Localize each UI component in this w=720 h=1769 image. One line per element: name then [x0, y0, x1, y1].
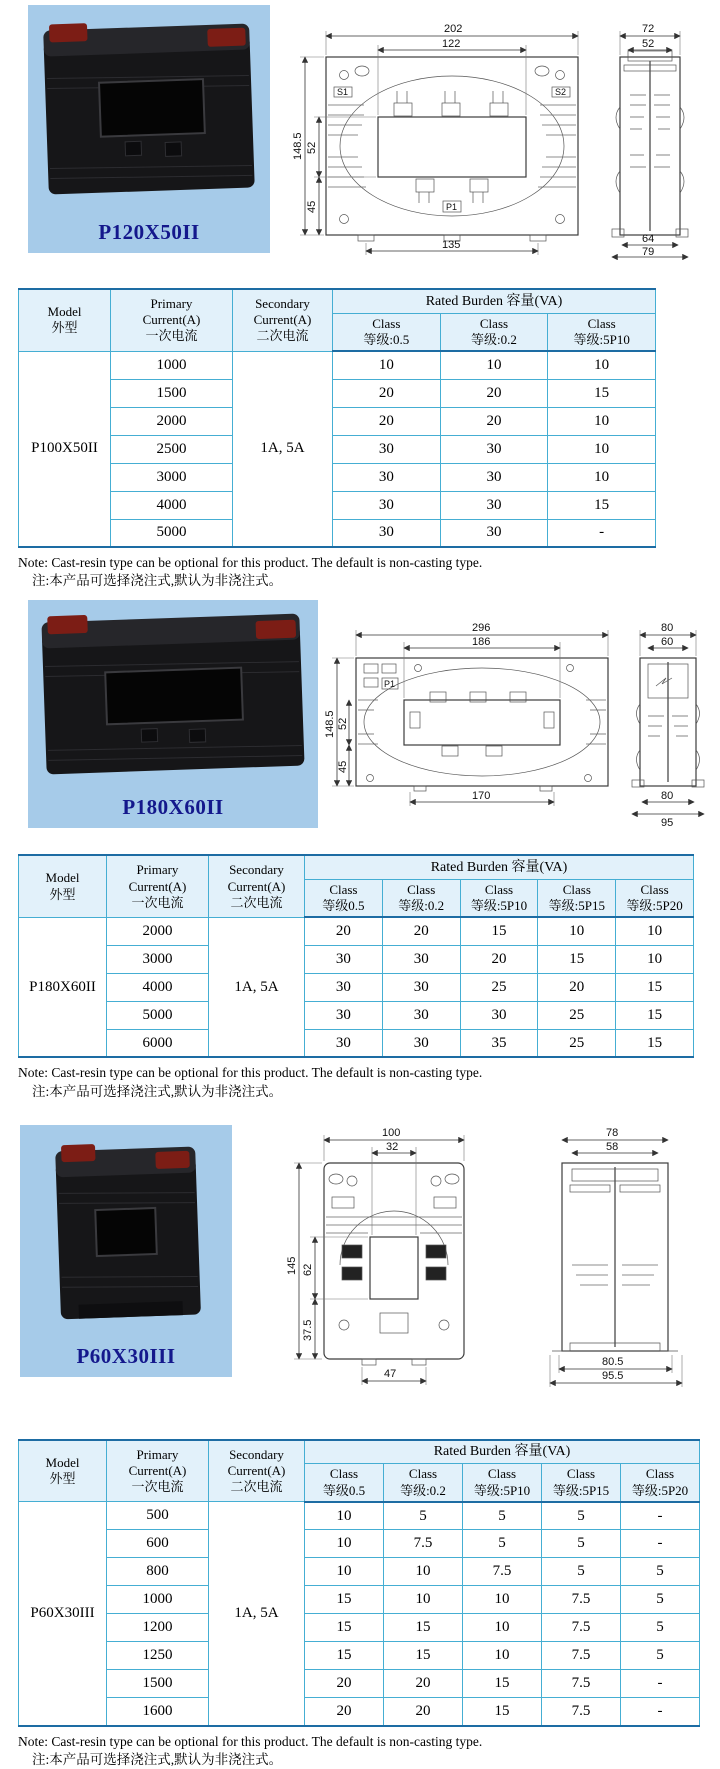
header-line: 二次电流 [256, 328, 309, 344]
header-line: Current(A) [227, 878, 286, 894]
table-row [19, 945, 694, 973]
terminal-label-p1: P1 [384, 679, 396, 690]
burden-value: 20 [440, 379, 548, 407]
burden-value: 30 [460, 1001, 538, 1029]
class-column-header [382, 879, 460, 917]
burden-value: 10 [538, 917, 616, 945]
note-chinese: 注:本产品可选择浇注式,默认为非浇注式。 [32, 1083, 283, 1099]
dim-58: 58 [606, 1140, 619, 1153]
primary-current-value: 3000 [111, 463, 233, 491]
header-line: Primary [136, 862, 179, 878]
table-row [19, 379, 656, 407]
burden-value: 5 [621, 1558, 700, 1586]
class-column-header [305, 879, 383, 917]
dimension-drawing-p60x30iii [232, 1115, 716, 1415]
front-view [324, 622, 608, 806]
burden-value: 20 [333, 407, 441, 435]
header-line: 等级:5P20 [626, 898, 683, 914]
burden-value: - [548, 519, 656, 547]
header-line: 等级:0.2 [400, 1482, 446, 1498]
dim-64: 64 [642, 233, 655, 245]
header-line: Class [372, 315, 401, 331]
dim-202: 202 [444, 23, 463, 35]
dim-62: 62 [302, 1263, 314, 1276]
burden-value: 25 [460, 973, 538, 1001]
product-photo-p120x50ii [28, 5, 270, 215]
header-line: Class [587, 315, 616, 331]
burden-value: 30 [333, 491, 441, 519]
burden-value: 7.5 [542, 1670, 621, 1698]
primary-current-value: 4000 [107, 973, 209, 1001]
burden-value: 10 [305, 1558, 384, 1586]
rated-burden-header: Rated Burden 容量(VA) [305, 855, 694, 879]
model-column-header [19, 1440, 107, 1502]
burden-value: 10 [548, 351, 656, 379]
burden-value: 10 [548, 435, 656, 463]
burden-value: 7.5 [542, 1642, 621, 1670]
header-line: 等级:5P10 [473, 1482, 531, 1498]
section-p120x50ii [0, 5, 720, 260]
header-line: 外型 [49, 1471, 76, 1487]
primary-current-value: 1500 [107, 1670, 209, 1698]
class-column-header [463, 1464, 542, 1502]
table-row [19, 1670, 700, 1698]
burden-value: 20 [333, 379, 441, 407]
dim-80-bottom: 80 [661, 790, 674, 803]
dim-80-5: 80.5 [602, 1355, 624, 1368]
primary-current-value: 6000 [107, 1029, 209, 1057]
burden-value: 20 [384, 1698, 463, 1726]
dim-45: 45 [306, 200, 318, 213]
product-title-p180x60ii: P180X60II [122, 795, 224, 820]
burden-value: 30 [305, 1029, 383, 1057]
header-line: 一次电流 [131, 1479, 184, 1495]
header-line: Model [45, 870, 80, 886]
red-cap-left [49, 23, 88, 42]
section-p180x60ii [0, 600, 720, 832]
table-row [19, 1502, 700, 1530]
dim-78: 78 [606, 1126, 619, 1139]
header-line: Class [407, 881, 436, 897]
header-line: Class [329, 1466, 359, 1482]
header-line: Class [484, 881, 514, 897]
burden-value: 5 [463, 1530, 542, 1558]
side-view [612, 23, 688, 258]
section-p60x30iii [0, 1109, 720, 1415]
dimension-drawing-p180x60ii [318, 600, 716, 832]
dim-37-5: 37.5 [302, 1319, 314, 1341]
product-card-p60x30iii [20, 1125, 232, 1377]
dim-47: 47 [384, 1367, 397, 1380]
core-window [105, 668, 243, 725]
burden-value: 30 [382, 1029, 460, 1057]
primary-current-value: 1500 [111, 379, 233, 407]
burden-value: 15 [463, 1670, 542, 1698]
dim-135: 135 [442, 239, 461, 251]
model-value: P180X60II [19, 917, 107, 1057]
header-line: Class [329, 881, 358, 897]
burden-value: 7.5 [463, 1558, 542, 1586]
header-line: Current(A) [128, 1463, 187, 1478]
burden-value: 20 [440, 407, 548, 435]
burden-value: 20 [538, 973, 616, 1001]
table-row [19, 491, 656, 519]
burden-value: - [621, 1698, 700, 1726]
burden-value: 30 [305, 945, 383, 973]
product-card-p180x60ii [28, 600, 318, 828]
burden-value: 15 [616, 973, 694, 1001]
header-line: 二次电流 [230, 894, 283, 910]
red-cap-right [155, 1151, 190, 1169]
side-view [632, 622, 704, 829]
burden-value: 30 [382, 945, 460, 973]
header-line: Current(A) [253, 312, 312, 328]
secondary-current-value: 1A, 5A [233, 351, 333, 547]
burden-value: 5 [542, 1502, 621, 1530]
burden-value: 30 [440, 519, 548, 547]
primary-current-value: 1000 [107, 1586, 209, 1614]
red-cap-left [47, 615, 88, 634]
primary-current-value: 500 [107, 1502, 209, 1530]
class-column-header [384, 1464, 463, 1502]
class-column-header [333, 313, 441, 351]
dim-145: 145 [286, 1256, 298, 1275]
primary-current-value: 1200 [107, 1614, 209, 1642]
header-line: 等级0.5 [322, 1482, 366, 1498]
header-line: 等级:5P10 [573, 331, 630, 347]
primary-current-value: 3000 [107, 945, 209, 973]
header-line: Current(A) [142, 312, 201, 328]
header-line: Class [479, 315, 509, 331]
header-line: Primary [136, 1446, 179, 1462]
header-line: Secondary [255, 295, 310, 311]
datasheet-page [0, 5, 720, 1768]
header-line: Current(A) [128, 878, 187, 894]
burden-value: 10 [384, 1558, 463, 1586]
table-row [19, 1698, 700, 1726]
terminal-label-s2: S2 [555, 87, 567, 97]
dim-52-side: 52 [642, 38, 655, 50]
primary-current-value: 5000 [107, 1001, 209, 1029]
dim-79: 79 [642, 246, 655, 258]
burden-value: 15 [305, 1586, 384, 1614]
header-line: 二次电流 [230, 1479, 283, 1495]
header-line: Primary [150, 295, 193, 311]
header-line: Current(A) [227, 1463, 286, 1478]
secondary-current-column-header [209, 1440, 305, 1502]
burden-value: 5 [384, 1502, 463, 1530]
primary-current-value: 2000 [111, 407, 233, 435]
header-line: Secondary [229, 1446, 284, 1462]
side-view [550, 1127, 682, 1387]
model-column-header [19, 289, 111, 351]
note-p180x60ii [18, 1064, 720, 1100]
burden-value: - [621, 1502, 700, 1530]
burden-value: 30 [333, 435, 441, 463]
burden-value: 30 [382, 1001, 460, 1029]
header-line: 等级:5P20 [631, 1482, 689, 1498]
product-photo-p180x60ii [28, 600, 318, 788]
spec-table-p60x30iii [18, 1439, 700, 1727]
primary-current-value: 800 [107, 1558, 209, 1586]
class-column-header [542, 1464, 621, 1502]
spec-table-p180x60ii [18, 854, 694, 1058]
class-column-header [538, 879, 616, 917]
class-column-header [621, 1464, 700, 1502]
burden-value: 20 [460, 945, 538, 973]
dim-122: 122 [442, 38, 461, 50]
front-view [292, 23, 578, 255]
header-line: Model [45, 1454, 80, 1470]
burden-value: 10 [463, 1586, 542, 1614]
burden-value: 20 [382, 917, 460, 945]
burden-value: 10 [384, 1586, 463, 1614]
class-column-header [616, 879, 694, 917]
front-view [286, 1127, 464, 1385]
burden-value: 20 [305, 1670, 384, 1698]
dim-80: 80 [661, 622, 674, 635]
product-photo-p60x30iii [20, 1125, 232, 1337]
burden-value: 30 [382, 973, 460, 1001]
burden-value: 10 [616, 917, 694, 945]
header-line: 外型 [51, 320, 78, 336]
header-line: 等级:0.5 [363, 331, 410, 347]
dimension-drawing-p120x50ii [274, 5, 720, 260]
dim-100: 100 [382, 1126, 401, 1139]
burden-value: 35 [460, 1029, 538, 1057]
rated-burden-header: Rated Burden 容量(VA) [333, 289, 656, 313]
note-p60x30iii [18, 1733, 720, 1769]
red-cap-right [207, 28, 246, 47]
header-line: 等级:0.2 [471, 331, 517, 347]
table-row [19, 1614, 700, 1642]
header-line: 外型 [49, 886, 76, 902]
header-line: Class [566, 1466, 596, 1482]
burden-value: 15 [463, 1698, 542, 1726]
primary-current-column-header [107, 855, 209, 917]
burden-value: 5 [463, 1502, 542, 1530]
product-title-p60x30iii: P60X30III [76, 1343, 176, 1368]
burden-value: 30 [333, 463, 441, 491]
burden-value: - [621, 1670, 700, 1698]
note-english: Note: Cast-resin type can be optional for this product. The default is non-casting type. [18, 1065, 483, 1081]
table-row [19, 351, 656, 379]
rated-burden-header: Rated Burden 容量(VA) [305, 1440, 700, 1464]
note-english: Note: Cast-resin type can be optional for this product. The default is non-casting type. [18, 555, 483, 570]
burden-value: 15 [616, 1001, 694, 1029]
dim-95: 95 [661, 817, 674, 830]
burden-value: 15 [538, 945, 616, 973]
burden-value: - [621, 1530, 700, 1558]
dim-52: 52 [337, 718, 349, 731]
terminal-label-s1: S1 [337, 87, 349, 97]
table-row [19, 1642, 700, 1670]
primary-current-value: 5000 [111, 519, 233, 547]
dim-296: 296 [472, 622, 491, 635]
burden-value: 30 [305, 1001, 383, 1029]
header-line: 等级:5P15 [552, 1482, 610, 1498]
burden-value: 10 [305, 1502, 384, 1530]
model-value: P100X50II [19, 351, 111, 547]
class-column-header [548, 313, 656, 351]
table-row [19, 519, 656, 547]
burden-value: 5 [542, 1530, 621, 1558]
primary-current-value: 1250 [107, 1642, 209, 1670]
burden-value: 10 [463, 1614, 542, 1642]
burden-value: 15 [305, 1642, 384, 1670]
product-title-p120x50ii: P120X50II [98, 220, 200, 244]
spec-table-p100x50ii [18, 288, 656, 548]
secondary-current-value: 1A, 5A [209, 1502, 305, 1726]
primary-current-column-header [111, 289, 233, 351]
dim-60: 60 [661, 636, 674, 649]
secondary-current-column-header [233, 289, 333, 351]
burden-value: 20 [384, 1670, 463, 1698]
note-chinese: 注:本产品可选择浇注式,默认为非浇注式。 [32, 1752, 283, 1768]
burden-value: 7.5 [542, 1614, 621, 1642]
burden-value: 15 [616, 1029, 694, 1057]
table-row [19, 1558, 700, 1586]
header-line: 等级:5P15 [548, 898, 605, 914]
note-english: Note: Cast-resin type can be optional for this product. The default is non-casting type. [18, 1733, 483, 1749]
dim-32: 32 [386, 1140, 399, 1153]
burden-value: 10 [333, 351, 441, 379]
burden-value: 7.5 [542, 1586, 621, 1614]
burden-value: 25 [538, 1001, 616, 1029]
burden-value: 30 [440, 435, 548, 463]
primary-current-column-header [107, 1440, 209, 1502]
table-row [19, 435, 656, 463]
primary-current-value: 2500 [111, 435, 233, 463]
header-line: 等级:5P10 [470, 898, 528, 914]
class-column-header [305, 1464, 384, 1502]
dim-186: 186 [472, 636, 491, 649]
burden-value: 10 [548, 407, 656, 435]
primary-current-value: 2000 [107, 917, 209, 945]
product-card-p120x50ii [28, 5, 270, 253]
dim-45: 45 [337, 761, 349, 774]
note-chinese: 注:本产品可选择浇注式,默认为非浇注式。 [32, 573, 283, 589]
burden-value: 7.5 [542, 1698, 621, 1726]
header-line: Class [640, 881, 669, 897]
terminal-label-p1: P1 [446, 202, 458, 212]
core-window [95, 1208, 157, 1256]
primary-current-value: 1600 [107, 1698, 209, 1726]
header-line: 等级0.5 [322, 898, 365, 914]
burden-value: 10 [616, 945, 694, 973]
header-line: Class [645, 1466, 675, 1482]
dim-148-5: 148.5 [324, 710, 336, 739]
burden-value: 15 [548, 379, 656, 407]
primary-current-value: 600 [107, 1530, 209, 1558]
table-row [19, 463, 656, 491]
burden-value: 15 [305, 1614, 384, 1642]
burden-value: 5 [621, 1614, 700, 1642]
burden-value: 30 [440, 491, 548, 519]
table-row [19, 1586, 700, 1614]
red-cap-left [61, 1144, 96, 1162]
class-column-header [460, 879, 538, 917]
table-row [19, 1029, 694, 1057]
burden-value: 7.5 [384, 1530, 463, 1558]
primary-current-value: 1000 [111, 351, 233, 379]
header-line: Class [408, 1466, 438, 1482]
burden-value: 15 [548, 491, 656, 519]
burden-value: 20 [305, 917, 383, 945]
class-column-header [440, 313, 548, 351]
burden-value: 10 [440, 351, 548, 379]
burden-value: 15 [384, 1614, 463, 1642]
header-line: Class [487, 1466, 517, 1482]
dim-95-5: 95.5 [602, 1369, 624, 1382]
burden-value: 30 [305, 973, 383, 1001]
dim-170: 170 [472, 790, 491, 803]
burden-value: 25 [538, 1029, 616, 1057]
model-value: P60X30III [19, 1502, 107, 1726]
burden-value: 30 [440, 463, 548, 491]
secondary-current-column-header [209, 855, 305, 917]
burden-value: 5 [621, 1642, 700, 1670]
table-row [19, 407, 656, 435]
dim-72: 72 [642, 23, 655, 35]
burden-value: 5 [542, 1558, 621, 1586]
burden-value: 20 [305, 1698, 384, 1726]
core-window [99, 79, 205, 137]
burden-value: 10 [463, 1642, 542, 1670]
burden-value: 30 [333, 519, 441, 547]
dim-52: 52 [306, 141, 318, 154]
table-row [19, 1001, 694, 1029]
burden-value: 10 [305, 1530, 384, 1558]
header-line: Class [562, 881, 591, 897]
header-line: 等级:0.2 [398, 898, 445, 914]
secondary-current-value: 1A, 5A [209, 917, 305, 1057]
dim-148-5: 148.5 [292, 132, 304, 160]
model-column-header [19, 855, 107, 917]
note-p100x50ii [18, 554, 720, 590]
header-line: Secondary [229, 862, 284, 878]
burden-value: 5 [621, 1586, 700, 1614]
red-cap-right [256, 620, 297, 639]
header-line: 一次电流 [145, 328, 198, 344]
burden-value: 15 [384, 1642, 463, 1670]
burden-value: 15 [460, 917, 538, 945]
table-row [19, 1530, 700, 1558]
table-row [19, 917, 694, 945]
table-row [19, 973, 694, 1001]
burden-value: 10 [548, 463, 656, 491]
header-line: 一次电流 [131, 894, 184, 910]
primary-current-value: 4000 [111, 491, 233, 519]
header-line: Model [47, 304, 82, 319]
